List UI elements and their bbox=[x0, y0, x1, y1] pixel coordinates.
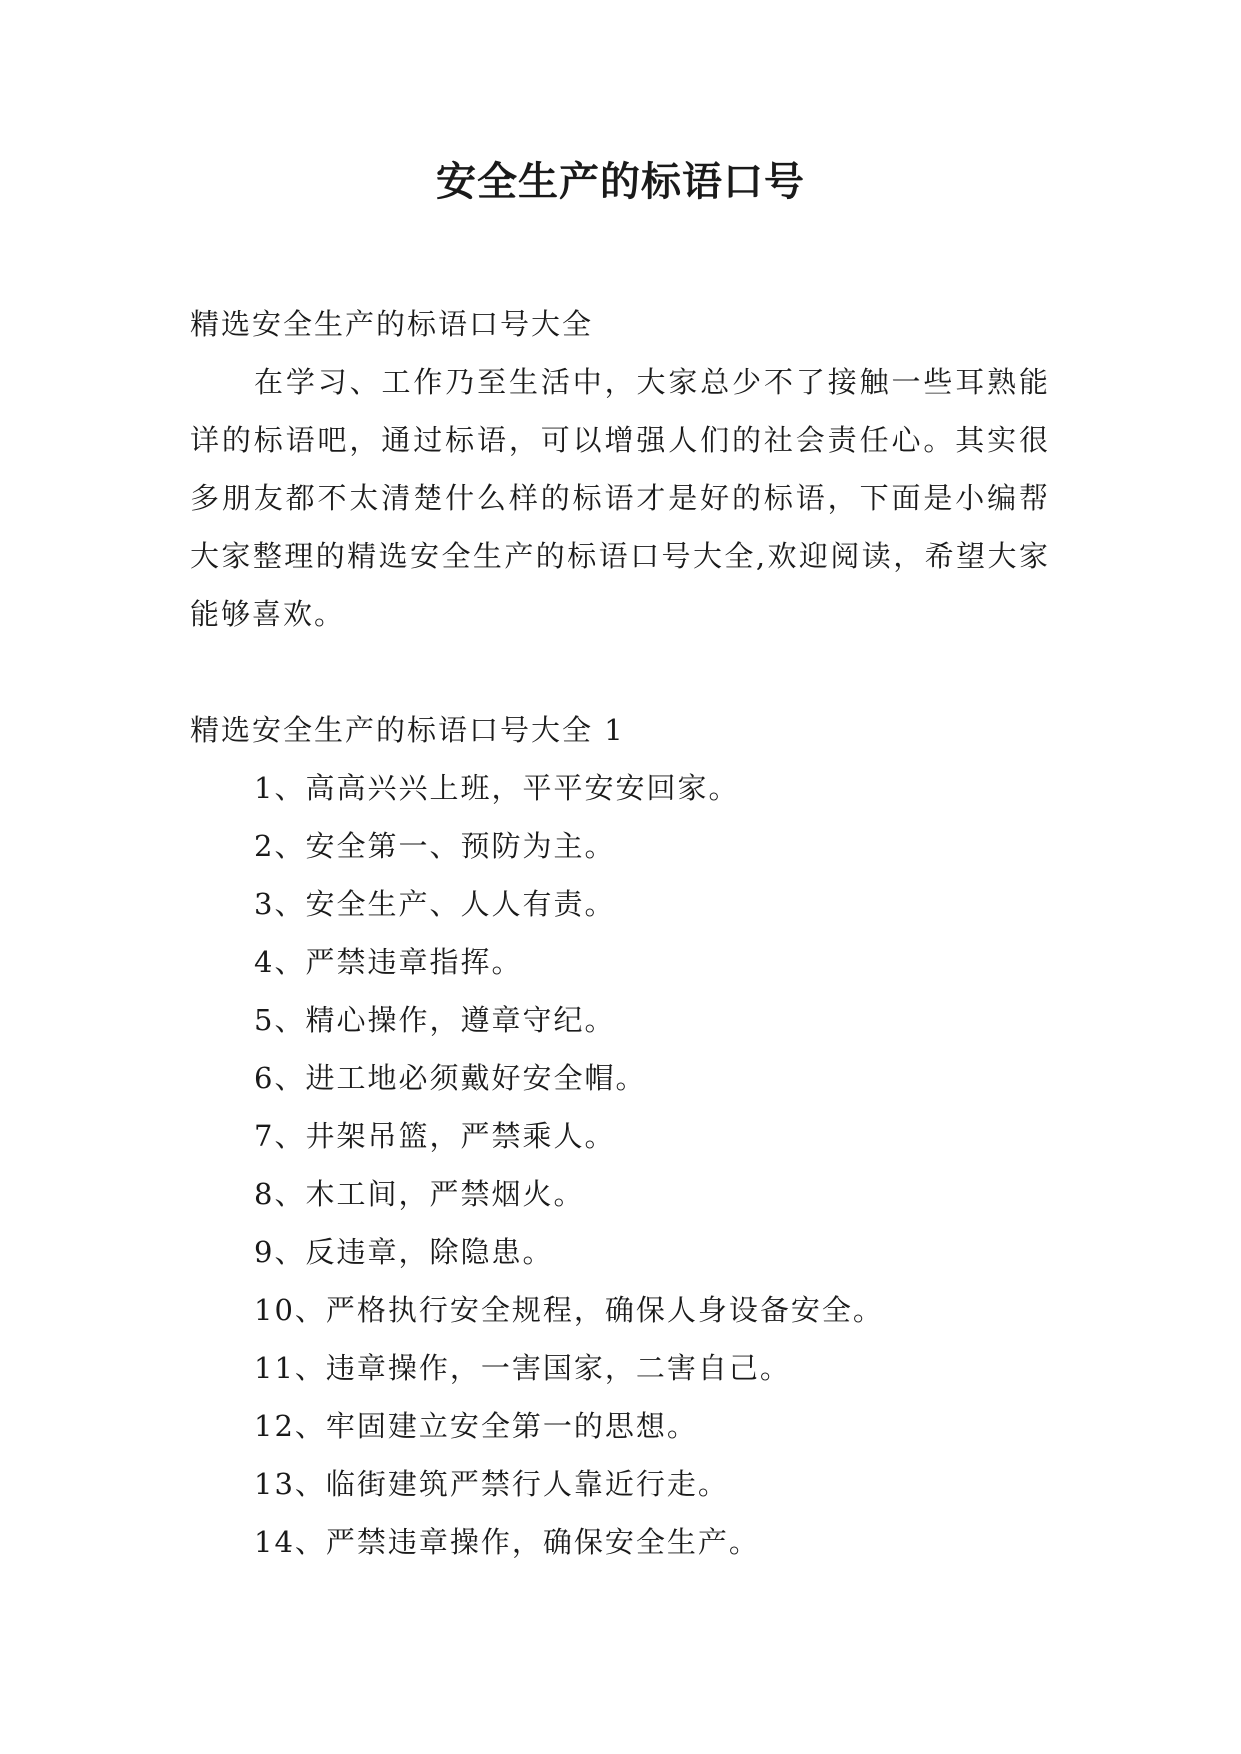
list-item: 13、临街建筑严禁行人靠近行走。 bbox=[254, 1467, 729, 1501]
document-title: 安全生产的标语口号 bbox=[436, 158, 805, 205]
list-item: 10、严格执行安全规程，确保人身设备安全。 bbox=[254, 1293, 884, 1327]
list-item: 12、牢固建立安全第一的思想。 bbox=[254, 1409, 698, 1443]
list-item: 7、井架吊篮，严禁乘人。 bbox=[254, 1119, 616, 1153]
document-body bbox=[190, 295, 1050, 1571]
list-item: 5、精心操作，遵章守纪。 bbox=[254, 1003, 616, 1037]
list-item: 2、安全第一、预防为主。 bbox=[254, 829, 616, 863]
slogan-list bbox=[190, 759, 1050, 1571]
section-heading: 精选安全生产的标语口号大全 1 bbox=[190, 713, 625, 747]
list-item: 9、反违章，除隐患。 bbox=[254, 1235, 554, 1269]
list-item: 14、严禁违章操作，确保安全生产。 bbox=[254, 1525, 760, 1559]
list-item: 8、木工间，严禁烟火。 bbox=[254, 1177, 585, 1211]
intro-paragraph: 在学习、工作乃至生活中，大家总少不了接触一些耳熟能详的标语吧，通过标语，可以增强人们的社会责任心。其实很多朋友都不太清楚什么样的标语才是好的标语，下面是小编帮大家整理的精选安全生产的标语口号大全,欢迎阅读，希望大家能够喜欢。 bbox=[190, 365, 1050, 631]
list-item: 6、进工地必须戴好安全帽。 bbox=[254, 1061, 647, 1095]
document-subtitle: 精选安全生产的标语口号大全 bbox=[190, 307, 594, 341]
list-item: 1、高高兴兴上班，平平安安回家。 bbox=[254, 771, 740, 805]
list-item: 3、安全生产、人人有责。 bbox=[254, 887, 616, 921]
list-item: 4、严禁违章指挥。 bbox=[254, 945, 523, 979]
list-item: 11、违章操作，一害国家，二害自己。 bbox=[254, 1351, 791, 1385]
paragraph-spacer bbox=[190, 643, 1050, 701]
